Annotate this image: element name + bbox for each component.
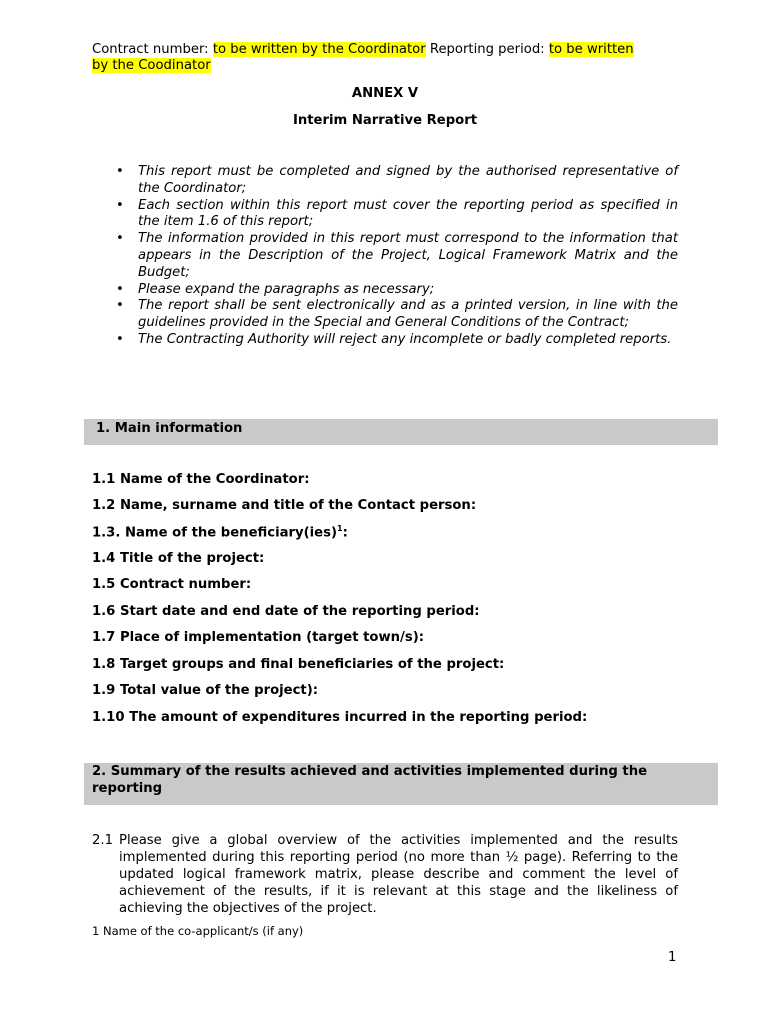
- field-contact-person: 1.2 Name, surname and title of the Contact person:: [92, 498, 477, 513]
- instruction-list: [116, 164, 678, 349]
- section-2-heading: [84, 763, 718, 805]
- reporting-period-placeholder-cont: by the Coodinator: [92, 58, 211, 73]
- contract-number-label: Contract number:: [92, 42, 209, 57]
- paragraph-text: Please give a global overview of the activities implemented and the results implemented during this reporting period (no more than ½ page). Referring to the updated logical framework matrix, please describe and comment the level of achievement of the results, if it is relevant at this stage and the likeliness of achieving the objectives of the project.: [119, 833, 678, 916]
- field-target-groups: 1.8 Target groups and final beneficiaries of the project:: [92, 657, 505, 672]
- field-beneficiaries-label: 1.3. Name of the beneficiary(ies): [92, 525, 337, 541]
- section-1-heading-text: 1. Main information: [96, 421, 243, 436]
- reporting-period-placeholder: to be written: [548, 42, 634, 57]
- page-title: Interim Narrative Report: [292, 113, 478, 128]
- field-place-of-implementation: 1.7 Place of implementation (target town/s):: [92, 630, 424, 645]
- field-beneficiaries-colon: :: [342, 525, 348, 541]
- field-project-title: 1.4 Title of the project:: [92, 551, 265, 566]
- section-2-heading-line2: reporting: [92, 781, 163, 796]
- reporting-period-label: Reporting period:: [429, 42, 545, 57]
- contract-number-placeholder: to be written by the Coordinator: [212, 42, 426, 57]
- section-2-heading-line1: 2. Summary of the results achieved and activities implemented during the: [92, 764, 648, 779]
- page-number: 1: [668, 950, 677, 965]
- footnote-ref: 1: [337, 524, 343, 533]
- annex-title: ANNEX V: [351, 86, 419, 101]
- field-coordinator-name: 1.1 Name of the Coordinator:: [92, 472, 310, 487]
- footnote: 1 Name of the co-applicant/s (if any): [92, 924, 304, 938]
- overview-paragraph: [92, 832, 678, 917]
- list-item: • Each section within this report must cover the reporting period as specified in the item 1.6 of this report;: [116, 198, 678, 232]
- section-1-heading: [84, 419, 718, 445]
- list-item: • Please expand the paragraphs as necessary;: [116, 282, 678, 299]
- field-expenditures: 1.10 The amount of expenditures incurred in the reporting period:: [92, 710, 588, 725]
- paragraph-number: 2.1: [92, 833, 113, 848]
- list-item: • The Contracting Authority will reject any incomplete or badly completed reports.: [116, 332, 678, 349]
- list-item: • The information provided in this report must correspond to the information that appears in the Description of the Project, Logical Framework Matrix and the Budget;: [116, 231, 678, 281]
- field-contract-number: 1.5 Contract number:: [92, 577, 252, 592]
- contract-header: [92, 42, 692, 74]
- field-reporting-dates: 1.6 Start date and end date of the reporting period:: [92, 604, 480, 619]
- list-item: • The report shall be sent electronically and as a printed version, in line with the guidelines provided in the Special and General Conditions of the Contract;: [116, 298, 678, 332]
- field-beneficiaries: [92, 524, 348, 540]
- field-total-value: 1.9 Total value of the project):: [92, 683, 319, 698]
- list-item: • This report must be completed and signed by the authorised representative of the Coordinator;: [116, 164, 678, 198]
